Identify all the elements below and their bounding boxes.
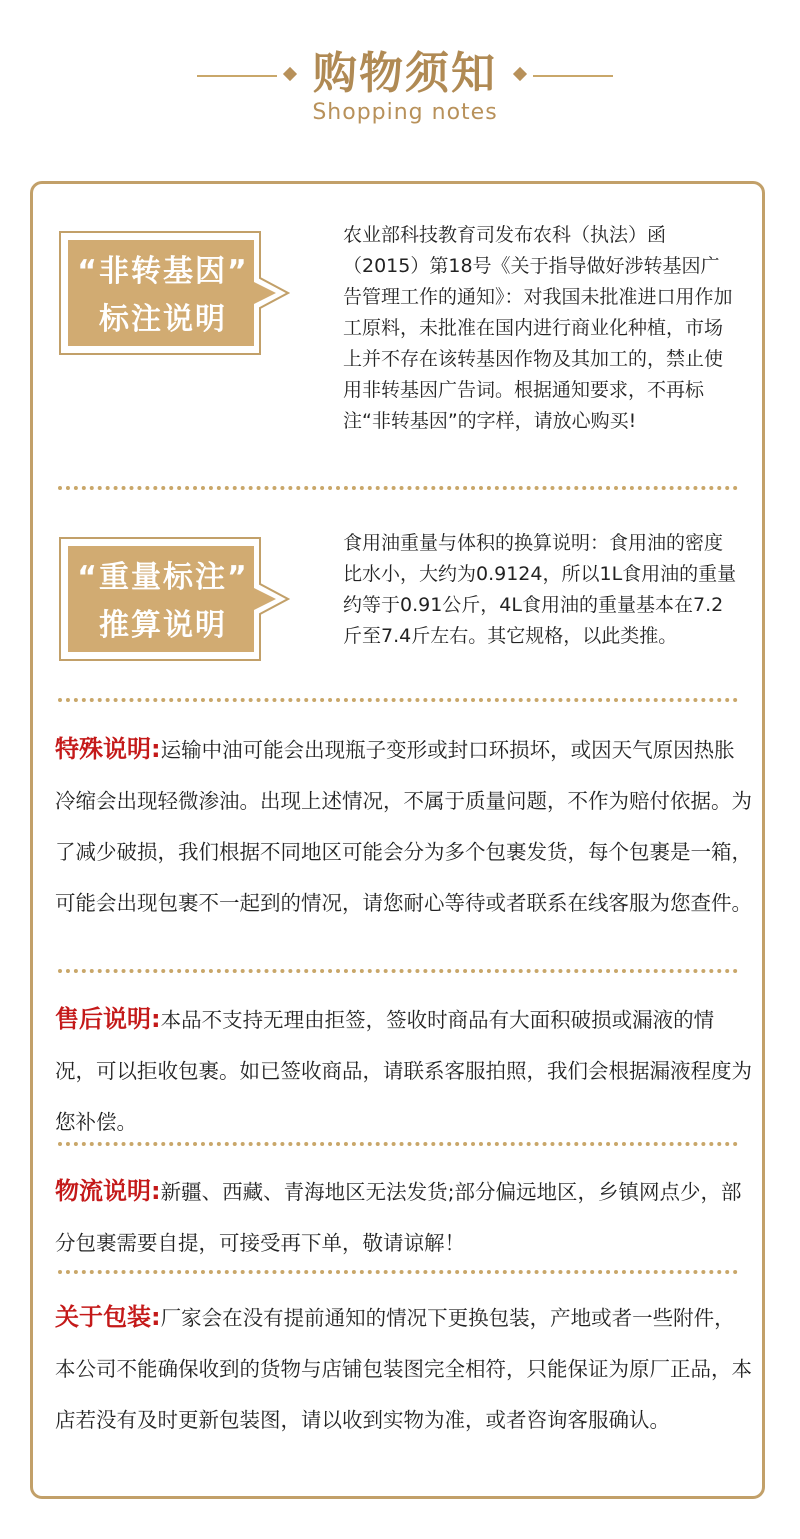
note-label: 关于包装:: [55, 1303, 161, 1331]
note-label: 物流说明:: [55, 1177, 161, 1205]
note-label: 特殊说明:: [55, 735, 161, 763]
note-logistics: [55, 1166, 755, 1269]
note-text: 运输中油可能会出现瓶子变形或封口环损坏，或因天气原因热胀冷缩会出现轻微渗油。出现上述情况，不属于质量问题，不作为赔付依据。为了减少破损，我们根据不同地区可能会分为多个包裹发货，每个包裹是一箱，可能会出现包裹不一起到的情况，请您耐心等待或者联系在线客服为您查件。: [55, 738, 752, 915]
note-text: 本品不支持无理由拒签，签收时商品有大面积破损或漏液的情况，可以拒收包裹。如已签收商品，请联系客服拍照，我们会根据漏液程度为您补偿。: [55, 1008, 752, 1134]
header-divider-left: [197, 75, 277, 77]
header-divider-right: [533, 75, 613, 77]
note-after-sales: [55, 994, 755, 1148]
diamond-ornament-icon: [513, 67, 527, 81]
dotted-divider: [58, 486, 738, 490]
gmo-label-description: 农业部科技教育司发布农科（执法）函（2015）第18号《关于指导做好涉转基因广告管理工作的通知》：对我国未批准进口用作加工原料，未批准在国内进行商业化种植，市场上并不存在该转基因作物及其加工的，禁止使用非转基因广告词。根据通知要求，不再标注“非转基因”的字样，请放心购买!: [343, 224, 733, 432]
weight-label-badge: [58, 536, 290, 662]
weight-label-description: 食用油重量与体积的换算说明：食用油的密度比水小，大约为0.9124，所以1L食用油的重量约等于0.91公斤，4L食用油的重量基本在7.2斤至7.4斤左右。其它规格，以此类推。: [343, 532, 737, 647]
page-header: [0, 0, 800, 150]
dotted-divider: [58, 1142, 738, 1146]
note-text: 新疆、西藏、青海地区无法发货;部分偏远地区，乡镇网点少，部分包裹需要自提，可接受再下单，敬请谅解！: [55, 1180, 742, 1255]
dotted-divider: [58, 698, 738, 702]
page-subtitle: Shopping notes: [312, 100, 498, 125]
badge-title-line2: 推算说明: [99, 608, 227, 643]
dotted-divider: [58, 969, 738, 973]
gmo-label-badge: [58, 230, 290, 356]
page-title: 购物须知: [313, 48, 497, 99]
badge-title-line1: “重量标注”: [77, 560, 249, 595]
note-packaging: [55, 1292, 755, 1446]
note-special: [55, 724, 755, 929]
note-label: 售后说明:: [55, 1005, 161, 1033]
diamond-ornament-icon: [283, 67, 297, 81]
badge-title-line1: “非转基因”: [77, 254, 249, 289]
badge-title-line2: 标注说明: [99, 302, 227, 337]
note-text: 厂家会在没有提前通知的情况下更换包装，产地或者一些附件，本公司不能确保收到的货物与店铺包装图完全相符，只能保证为原厂正品，本店若没有及时更新包装图，请以收到实物为准，或者咨询客服确认。: [55, 1306, 752, 1432]
dotted-divider: [58, 1270, 738, 1274]
